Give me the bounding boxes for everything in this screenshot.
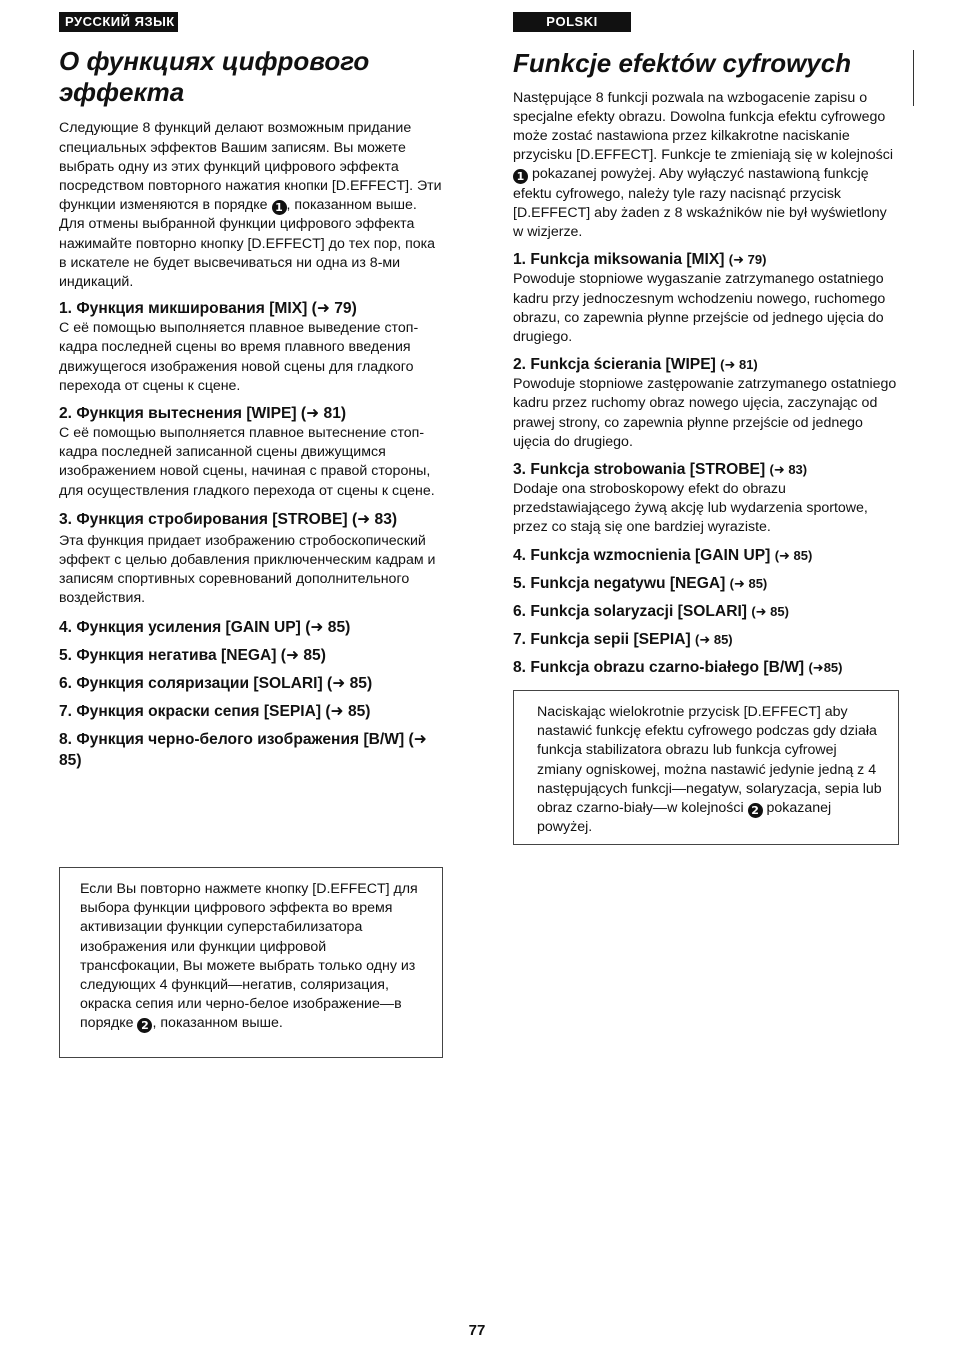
language-tag-ru: РУССКИЙ ЯЗЫК [59,12,178,32]
item-head-pl-3-ref: (➜ 83) [769,461,808,477]
item-body-pl-2: Powoduje stopniowe zastępowanie zatrzymanego ostatniego kadru przez ruchomy obraz nowego ujęcia, zaczynając od prawej strony, co zapewnia płynne przejście od jednego ujęcia do drugiego. [513,376,897,450]
note-box-pl [513,690,899,845]
item-head-ru-1: 1. Функция микширования [MIX] (➜ 79) [59,300,357,318]
item-head-pl-1-label: 1. Funkcja miksowania [MIX] [513,251,725,269]
item-head-ru-4: 4. Функция усиления [GAIN UP] (➜ 85) [59,618,351,636]
item-head-pl-2 [513,354,898,375]
page-number: 77 [468,1322,486,1339]
intro-ru-part-a: Следующие 8 функций делают возможным придание специальных эффектов Вашим записям. Вы можете выбрать одну из этих функций цифрового эффекта посредством повторного нажатия кнопки [D.EFFECT]. Эти функции изменяются в порядке [59,120,442,214]
margin-rule [913,50,914,106]
note-pl-part-a: Naciskając wielokrotnie przycisk [D.EFFECT] aby nastawić funkcję efektu cyfrowego podczas gdy działa funkcja stabilizatora obrazu lub funkcja cyfrowej zmiany ogniskowej, można nastawić jedynie jedną z 4 następujących funkcji—negatyw, solaryzacja, sepia lub obraz czarno-biały—w kolejności [537,704,882,817]
russian-column [59,12,444,771]
item-head-pl-4-label: 4. Funkcja wzmocnienia [GAIN UP] [513,546,771,564]
item-body-ru-3: Эта функция придает изображению стробоскопический эффект с целью добавления приключенческим кадрам и записям спортивных соревнований дополнительного воздействия. [59,532,436,607]
intro-ru [59,119,444,292]
item-body-pl-1: Powoduje stopniowe wygaszanie zatrzymanego ostatniego kadru przy jednoczesnym wchodzeniu nowego, ruchomego obrazu, co zapewnia płynne przejście od jednego ujęcia do drugiego. [513,271,886,345]
item-head-pl-5-ref: (➜ 85) [729,575,768,591]
item-body-pl-3: Dodaje ona stroboskopowy efekt do obrazu przedstawiającego żywą akcję lub wydarzenia sportowe, przez co stają się one bardziej wyraziste. [513,480,868,536]
item-head-ru-2: 2. Функция вытеснения [WIPE] (➜ 81) [59,404,347,422]
item-head-pl-1-ref: (➜ 79) [728,252,767,268]
item-head-pl-7-label: 7. Funkcja sepii [SEPIA] [513,630,691,648]
item-head-ru-5: 5. Функция негатива [NEGA] (➜ 85) [59,646,326,664]
item-head-ru-7: 7. Функция окраски сепия [SEPIA] (➜ 85) [59,702,371,720]
item-head-pl-7 [513,629,898,650]
order-marker-1-icon: 1 [513,169,528,184]
note-box-ru [59,867,443,1058]
note-ru-part-a: Если Вы повторно нажмете кнопку [D.EFFECT] для выбора функции цифрового эффекта во время активизации функции суперстабилизатора изображения или функции цифровой трансфокации, Вы можете выбрать только одну из следующих 4 функций—негатив, соляризация, окраска сепия или черно-белое изображение—в порядке [80,881,418,1032]
note-ru-part-b: , показанном выше. [152,1015,283,1032]
item-head-pl-6-label: 6. Funkcja solaryzacji [SOLARI] [513,602,747,620]
item-head-pl-3 [513,459,898,480]
note-text-pl [537,703,884,837]
intro-ru-part-b: , показанном выше. Для отмены выбранной функции цифрового эффекта нажимайте повторно кнопку [D.EFFECT] до тех пор, пока в искателе не будет высвечиваться ни одна из 8-ми индикаций. [59,197,436,290]
item-head-pl-5-label: 5. Funkcja negatywu [NEGA] [513,574,726,592]
item-head-pl-2-ref: (➜ 81) [720,357,758,373]
item-head-pl-8-ref: (➜85) [808,659,843,675]
item-head-ru-3: 3. Функция стробирования [STROBE] (➜ 83) [59,510,398,528]
note-text-ru [80,880,428,1034]
item-head-pl-6 [513,601,898,622]
item-body-ru-1: С её помощью выполняется плавное выведение стоп-кадра последней сцены во время плавного введения движущегося изображения новой сцены для гладкого перехода от сцены к сцене. [59,320,419,394]
item-head-pl-2-label: 2. Funkcja ścierania [WIPE] [513,356,716,374]
item-head-pl-1 [513,249,898,270]
note-pl-part-b: pokazanej powyżej. [537,800,832,836]
page-title-pl: Funkcje efektów cyfrowych [513,48,852,78]
order-marker-1-icon: 1 [272,200,287,215]
intro-pl-part-a: Następujące 8 funkcji pozwala na wzbogacenie zapisu o specjalne efekty obrazu. Dowolna funkcja efektu cyfrowego może zostać nastawiona przez kilkakrotne naciskanie przycisku [D.EFFECT]. Funkcje te zmieniają się w kolejności [513,89,894,164]
item-head-pl-4 [513,545,898,566]
item-head-pl-3-label: 3. Funkcja strobowania [STROBE] [513,460,766,478]
item-head-pl-8 [513,657,898,678]
item-head-pl-8-label: 8. Funkcja obrazu czarno-białego [B/W] [513,658,805,676]
language-tag-pl: POLSKI [513,12,631,32]
intro-pl-part-b: pokazanej powyżej. Aby wyłączyć nastawioną funkcję efektu cyfrowego, należy tyle razy nacisnąć przycisk [D.EFFECT] aby żaden z 8 wskaźników nie był wyświetlony w wizjerze. [513,166,887,241]
item-head-ru-8: 8. Функция черно-белого изображения [B/W] (➜ 85) [59,730,427,769]
item-head-ru-6: 6. Функция соляризации [SOLARI] (➜ 85) [59,674,373,692]
polish-column [513,12,898,678]
page-title-ru: О функциях цифрового эффекта [59,46,370,107]
item-head-pl-7-ref: (➜ 85) [695,631,733,647]
order-marker-2-icon: 2 [137,1018,152,1033]
intro-pl [513,89,898,243]
item-head-pl-5 [513,573,898,594]
item-head-pl-6-ref: (➜ 85) [751,603,789,619]
order-marker-2-icon: 2 [748,803,763,818]
item-body-ru-2: С её помощью выполняется плавное вытеснение стоп-кадра последней записанной сцены движущимся изображением новой сцены, начиная с правой стороны, для осуществления гладкого перехода от сцены к сцене. [59,424,435,499]
item-head-pl-4-ref: (➜ 85) [774,547,813,563]
